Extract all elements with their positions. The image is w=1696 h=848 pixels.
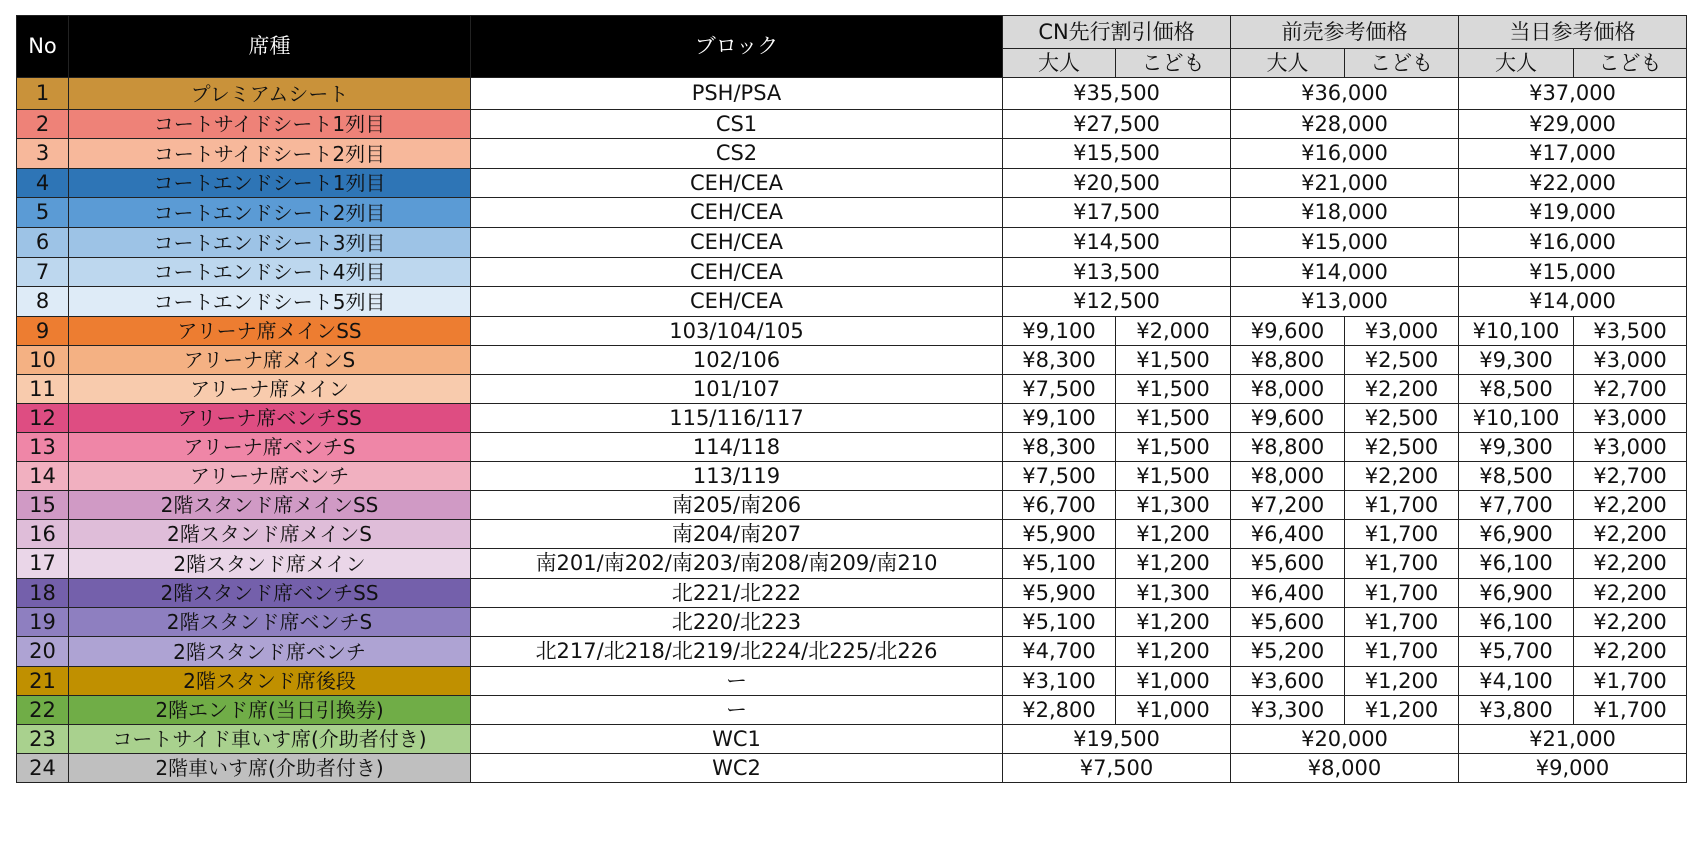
block: ー bbox=[471, 667, 1003, 696]
price-cell: ¥2,700 bbox=[1574, 462, 1687, 491]
seat-type: 2階スタンド席後段 bbox=[69, 667, 471, 696]
price-cell: ¥1,500 bbox=[1116, 404, 1231, 433]
row-number: 1 bbox=[17, 78, 69, 110]
price-cell: ¥9,600 bbox=[1231, 317, 1345, 346]
seat-type: アリーナ席メインSS bbox=[69, 317, 471, 346]
row-number: 11 bbox=[17, 375, 69, 404]
price-cell: ¥18,000 bbox=[1231, 198, 1459, 228]
price-cell: ¥21,000 bbox=[1231, 169, 1459, 198]
block: 113/119 bbox=[471, 462, 1003, 491]
table-row bbox=[17, 375, 1687, 404]
table-row bbox=[17, 491, 1687, 520]
price-cell: ¥14,000 bbox=[1231, 258, 1459, 287]
block: CEH/CEA bbox=[471, 198, 1003, 228]
header-child: こども bbox=[1116, 49, 1231, 78]
header-advance-price: 前売参考価格 bbox=[1231, 16, 1459, 49]
price-cell: ¥5,700 bbox=[1459, 637, 1574, 667]
price-cell: ¥1,700 bbox=[1345, 491, 1459, 520]
table-row bbox=[17, 549, 1687, 579]
block: CEH/CEA bbox=[471, 287, 1003, 317]
price-cell: ¥1,700 bbox=[1345, 579, 1459, 608]
seat-type: コートエンドシート3列目 bbox=[69, 228, 471, 258]
block: 北220/北223 bbox=[471, 608, 1003, 637]
block: CEH/CEA bbox=[471, 258, 1003, 287]
price-cell: ¥3,600 bbox=[1231, 667, 1345, 696]
row-number: 24 bbox=[17, 754, 69, 783]
price-cell: ¥2,200 bbox=[1574, 549, 1687, 579]
price-cell: ¥1,500 bbox=[1116, 433, 1231, 462]
price-cell: ¥5,900 bbox=[1003, 579, 1116, 608]
block: 南201/南202/南203/南208/南209/南210 bbox=[471, 549, 1003, 579]
price-cell: ¥3,500 bbox=[1574, 317, 1687, 346]
seat-type: アリーナ席メインS bbox=[69, 346, 471, 375]
price-cell: ¥1,300 bbox=[1116, 491, 1231, 520]
price-cell: ¥20,000 bbox=[1231, 725, 1459, 754]
price-cell: ¥1,700 bbox=[1574, 696, 1687, 725]
table-body bbox=[17, 78, 1687, 783]
seat-type: 2階スタンド席ベンチSS bbox=[69, 579, 471, 608]
row-number: 8 bbox=[17, 287, 69, 317]
row-number: 7 bbox=[17, 258, 69, 287]
block: 南205/南206 bbox=[471, 491, 1003, 520]
row-number: 21 bbox=[17, 667, 69, 696]
block: 南204/南207 bbox=[471, 520, 1003, 549]
price-cell: ¥1,200 bbox=[1116, 608, 1231, 637]
table-row bbox=[17, 228, 1687, 258]
price-cell: ¥8,000 bbox=[1231, 375, 1345, 404]
row-number: 19 bbox=[17, 608, 69, 637]
price-cell: ¥13,000 bbox=[1231, 287, 1459, 317]
price-cell: ¥15,000 bbox=[1231, 228, 1459, 258]
price-cell: ¥1,200 bbox=[1345, 667, 1459, 696]
row-number: 23 bbox=[17, 725, 69, 754]
block: 101/107 bbox=[471, 375, 1003, 404]
price-cell: ¥17,500 bbox=[1003, 198, 1231, 228]
seat-type: 2階スタンド席メインSS bbox=[69, 491, 471, 520]
price-cell: ¥8,300 bbox=[1003, 433, 1116, 462]
seat-type: 2階エンド席(当日引換券) bbox=[69, 696, 471, 725]
price-cell: ¥3,300 bbox=[1231, 696, 1345, 725]
price-cell: ¥6,100 bbox=[1459, 608, 1574, 637]
table-row bbox=[17, 287, 1687, 317]
price-cell: ¥2,200 bbox=[1574, 579, 1687, 608]
table-row bbox=[17, 198, 1687, 228]
seat-price-table bbox=[16, 15, 1687, 783]
seat-type: 2階スタンド席ベンチS bbox=[69, 608, 471, 637]
price-cell: ¥7,200 bbox=[1231, 491, 1345, 520]
header-adult: 大人 bbox=[1459, 49, 1574, 78]
header-row-top bbox=[17, 16, 1687, 49]
price-cell: ¥2,500 bbox=[1345, 433, 1459, 462]
block: PSH/PSA bbox=[471, 78, 1003, 110]
price-cell: ¥6,400 bbox=[1231, 520, 1345, 549]
price-cell: ¥1,700 bbox=[1345, 520, 1459, 549]
table-row bbox=[17, 404, 1687, 433]
seat-type: アリーナ席ベンチ bbox=[69, 462, 471, 491]
table-row bbox=[17, 433, 1687, 462]
price-cell: ¥9,100 bbox=[1003, 404, 1116, 433]
table-row bbox=[17, 579, 1687, 608]
header-same-day-price: 当日参考価格 bbox=[1459, 16, 1687, 49]
price-cell: ¥1,500 bbox=[1116, 375, 1231, 404]
row-number: 6 bbox=[17, 228, 69, 258]
price-cell: ¥3,000 bbox=[1345, 317, 1459, 346]
price-cell: ¥2,700 bbox=[1574, 375, 1687, 404]
table-row bbox=[17, 258, 1687, 287]
seat-type: プレミアムシート bbox=[69, 78, 471, 110]
price-cell: ¥27,500 bbox=[1003, 110, 1231, 139]
price-cell: ¥7,500 bbox=[1003, 375, 1116, 404]
row-number: 12 bbox=[17, 404, 69, 433]
price-cell: ¥3,000 bbox=[1574, 346, 1687, 375]
seat-type: コートエンドシート2列目 bbox=[69, 198, 471, 228]
table-row bbox=[17, 78, 1687, 110]
seat-type: 2階車いす席(介助者付き) bbox=[69, 754, 471, 783]
price-cell: ¥1,700 bbox=[1345, 608, 1459, 637]
price-cell: ¥6,400 bbox=[1231, 579, 1345, 608]
table-row bbox=[17, 725, 1687, 754]
price-cell: ¥3,100 bbox=[1003, 667, 1116, 696]
price-cell: ¥29,000 bbox=[1459, 110, 1687, 139]
row-number: 10 bbox=[17, 346, 69, 375]
price-cell: ¥1,200 bbox=[1116, 520, 1231, 549]
seat-type: アリーナ席ベンチSS bbox=[69, 404, 471, 433]
price-cell: ¥9,300 bbox=[1459, 433, 1574, 462]
price-cell: ¥8,300 bbox=[1003, 346, 1116, 375]
table-row bbox=[17, 667, 1687, 696]
price-cell: ¥8,000 bbox=[1231, 462, 1345, 491]
block: 114/118 bbox=[471, 433, 1003, 462]
price-cell: ¥2,200 bbox=[1574, 637, 1687, 667]
price-cell: ¥1,300 bbox=[1116, 579, 1231, 608]
header-child: こども bbox=[1345, 49, 1459, 78]
header-adult: 大人 bbox=[1231, 49, 1345, 78]
block: CEH/CEA bbox=[471, 169, 1003, 198]
price-cell: ¥3,800 bbox=[1459, 696, 1574, 725]
row-number: 16 bbox=[17, 520, 69, 549]
block: WC2 bbox=[471, 754, 1003, 783]
block: CS2 bbox=[471, 139, 1003, 169]
price-cell: ¥3,000 bbox=[1574, 404, 1687, 433]
price-cell: ¥12,500 bbox=[1003, 287, 1231, 317]
price-cell: ¥14,000 bbox=[1459, 287, 1687, 317]
price-cell: ¥37,000 bbox=[1459, 78, 1687, 110]
price-cell: ¥15,500 bbox=[1003, 139, 1231, 169]
price-cell: ¥1,200 bbox=[1116, 549, 1231, 579]
table-row bbox=[17, 317, 1687, 346]
row-number: 3 bbox=[17, 139, 69, 169]
row-number: 15 bbox=[17, 491, 69, 520]
price-cell: ¥9,300 bbox=[1459, 346, 1574, 375]
price-cell: ¥21,000 bbox=[1459, 725, 1687, 754]
price-cell: ¥1,700 bbox=[1345, 549, 1459, 579]
row-number: 5 bbox=[17, 198, 69, 228]
price-cell: ¥1,200 bbox=[1345, 696, 1459, 725]
table-row bbox=[17, 346, 1687, 375]
price-cell: ¥13,500 bbox=[1003, 258, 1231, 287]
header-cn-discount-price: CN先行割引価格 bbox=[1003, 16, 1231, 49]
table-row bbox=[17, 462, 1687, 491]
seat-type: コートサイドシート2列目 bbox=[69, 139, 471, 169]
row-number: 14 bbox=[17, 462, 69, 491]
seat-type: コートエンドシート5列目 bbox=[69, 287, 471, 317]
seat-type: アリーナ席メイン bbox=[69, 375, 471, 404]
table-row bbox=[17, 696, 1687, 725]
price-cell: ¥5,600 bbox=[1231, 549, 1345, 579]
block: WC1 bbox=[471, 725, 1003, 754]
table-row bbox=[17, 754, 1687, 783]
price-cell: ¥17,000 bbox=[1459, 139, 1687, 169]
block: CS1 bbox=[471, 110, 1003, 139]
price-cell: ¥28,000 bbox=[1231, 110, 1459, 139]
price-cell: ¥5,600 bbox=[1231, 608, 1345, 637]
price-cell: ¥8,800 bbox=[1231, 433, 1345, 462]
seat-type: コートサイド車いす席(介助者付き) bbox=[69, 725, 471, 754]
table-row bbox=[17, 139, 1687, 169]
header-block: ブロック bbox=[471, 16, 1003, 78]
price-cell: ¥19,500 bbox=[1003, 725, 1231, 754]
price-cell: ¥14,500 bbox=[1003, 228, 1231, 258]
price-cell: ¥2,500 bbox=[1345, 346, 1459, 375]
price-cell: ¥1,000 bbox=[1116, 696, 1231, 725]
price-cell: ¥4,700 bbox=[1003, 637, 1116, 667]
row-number: 4 bbox=[17, 169, 69, 198]
price-cell: ¥2,200 bbox=[1345, 462, 1459, 491]
price-cell: ¥8,000 bbox=[1231, 754, 1459, 783]
row-number: 13 bbox=[17, 433, 69, 462]
table-row bbox=[17, 520, 1687, 549]
seat-type: アリーナ席ベンチS bbox=[69, 433, 471, 462]
price-cell: ¥8,500 bbox=[1459, 375, 1574, 404]
price-cell: ¥7,500 bbox=[1003, 462, 1116, 491]
price-cell: ¥7,500 bbox=[1003, 754, 1231, 783]
price-cell: ¥10,100 bbox=[1459, 317, 1574, 346]
block: 北217/北218/北219/北224/北225/北226 bbox=[471, 637, 1003, 667]
price-cell: ¥5,100 bbox=[1003, 549, 1116, 579]
price-cell: ¥1,500 bbox=[1116, 346, 1231, 375]
price-cell: ¥5,900 bbox=[1003, 520, 1116, 549]
row-number: 18 bbox=[17, 579, 69, 608]
header-no: No bbox=[17, 16, 69, 78]
price-cell: ¥2,200 bbox=[1574, 491, 1687, 520]
price-cell: ¥4,100 bbox=[1459, 667, 1574, 696]
row-number: 9 bbox=[17, 317, 69, 346]
price-cell: ¥16,000 bbox=[1231, 139, 1459, 169]
price-cell: ¥2,200 bbox=[1345, 375, 1459, 404]
price-cell: ¥9,600 bbox=[1231, 404, 1345, 433]
seat-type: コートエンドシート4列目 bbox=[69, 258, 471, 287]
table-row bbox=[17, 608, 1687, 637]
seat-type: 2階スタンド席ベンチ bbox=[69, 637, 471, 667]
block: ー bbox=[471, 696, 1003, 725]
price-cell: ¥20,500 bbox=[1003, 169, 1231, 198]
table-row bbox=[17, 169, 1687, 198]
seat-type: コートサイドシート1列目 bbox=[69, 110, 471, 139]
price-cell: ¥6,100 bbox=[1459, 549, 1574, 579]
price-cell: ¥1,700 bbox=[1574, 667, 1687, 696]
block: 北221/北222 bbox=[471, 579, 1003, 608]
price-cell: ¥15,000 bbox=[1459, 258, 1687, 287]
seat-type: 2階スタンド席メインS bbox=[69, 520, 471, 549]
block: 103/104/105 bbox=[471, 317, 1003, 346]
price-cell: ¥6,900 bbox=[1459, 579, 1574, 608]
block: 102/106 bbox=[471, 346, 1003, 375]
block: 115/116/117 bbox=[471, 404, 1003, 433]
price-cell: ¥2,500 bbox=[1345, 404, 1459, 433]
header-child: こども bbox=[1574, 49, 1687, 78]
price-cell: ¥2,200 bbox=[1574, 520, 1687, 549]
price-cell: ¥1,700 bbox=[1345, 637, 1459, 667]
seat-type: コートエンドシート1列目 bbox=[69, 169, 471, 198]
price-cell: ¥1,000 bbox=[1116, 667, 1231, 696]
header-adult: 大人 bbox=[1003, 49, 1116, 78]
price-cell: ¥35,500 bbox=[1003, 78, 1231, 110]
price-cell: ¥16,000 bbox=[1459, 228, 1687, 258]
seat-type: 2階スタンド席メイン bbox=[69, 549, 471, 579]
price-cell: ¥2,200 bbox=[1574, 608, 1687, 637]
row-number: 22 bbox=[17, 696, 69, 725]
price-cell: ¥3,000 bbox=[1574, 433, 1687, 462]
price-cell: ¥9,000 bbox=[1459, 754, 1687, 783]
row-number: 17 bbox=[17, 549, 69, 579]
price-cell: ¥9,100 bbox=[1003, 317, 1116, 346]
price-cell: ¥6,900 bbox=[1459, 520, 1574, 549]
price-cell: ¥5,200 bbox=[1231, 637, 1345, 667]
price-cell: ¥10,100 bbox=[1459, 404, 1574, 433]
price-cell: ¥2,000 bbox=[1116, 317, 1231, 346]
header-seat-type: 席種 bbox=[69, 16, 471, 78]
price-cell: ¥5,100 bbox=[1003, 608, 1116, 637]
price-cell: ¥1,200 bbox=[1116, 637, 1231, 667]
price-cell: ¥8,800 bbox=[1231, 346, 1345, 375]
price-cell: ¥36,000 bbox=[1231, 78, 1459, 110]
price-cell: ¥6,700 bbox=[1003, 491, 1116, 520]
price-cell: ¥2,800 bbox=[1003, 696, 1116, 725]
row-number: 2 bbox=[17, 110, 69, 139]
price-cell: ¥8,500 bbox=[1459, 462, 1574, 491]
block: CEH/CEA bbox=[471, 228, 1003, 258]
price-cell: ¥1,500 bbox=[1116, 462, 1231, 491]
price-cell: ¥19,000 bbox=[1459, 198, 1687, 228]
price-cell: ¥7,700 bbox=[1459, 491, 1574, 520]
row-number: 20 bbox=[17, 637, 69, 667]
price-cell: ¥22,000 bbox=[1459, 169, 1687, 198]
table-row bbox=[17, 110, 1687, 139]
table-row bbox=[17, 637, 1687, 667]
